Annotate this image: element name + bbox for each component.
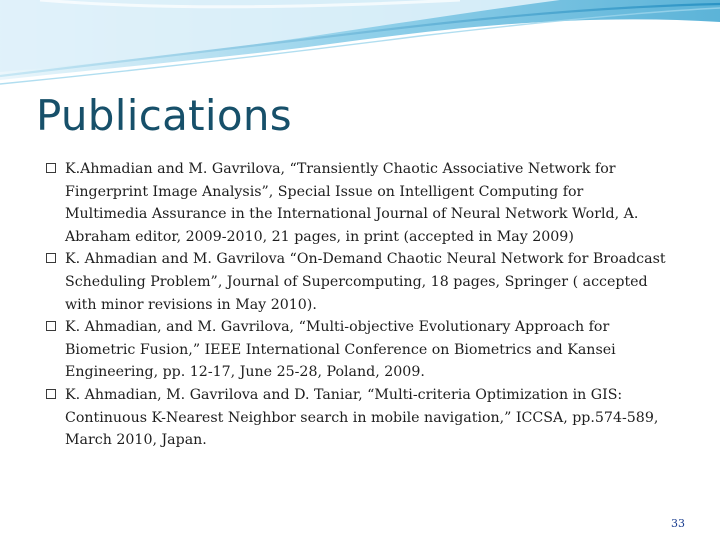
publication-list [46, 158, 666, 452]
square-bullet-icon [46, 389, 56, 399]
publication-item [46, 248, 666, 316]
publication-item [46, 384, 666, 452]
publication-text: K. Ahmadian and M. Gavrilova “On-Demand Chaotic Neural Network for Broadcast Scheduling Problem”, Journal of Supercomputing, 18 pages, Springer ( accepted with minor revisions in May 2010). [65, 251, 666, 313]
page-number: 33 [671, 517, 685, 530]
square-bullet-icon [46, 163, 56, 173]
slide-title: Publications [36, 91, 292, 140]
square-bullet-icon [46, 321, 56, 331]
publication-item [46, 158, 666, 248]
publication-text: K. Ahmadian, M. Gavrilova and D. Taniar, “Multi-criteria Optimization in GIS: Continuous K-Nearest Neighbor search in mobile navigation,” ICCSA, pp.574-589, March 2010, Japan. [65, 386, 659, 449]
publication-text: K.Ahmadian and M. Gavrilova, “Transiently Chaotic Associative Network for Fingerprint Image Analysis”, Special Issue on Intelligent Computing for Multimedia Assurance in the International Journal of Neural Network World, A. Abraham editor, 2009-2010, 21 pages, in print (accepted in May 2009) [65, 161, 639, 245]
publication-item [46, 316, 666, 384]
publication-text: K. Ahmadian, and M. Gavrilova, “Multi-objective Evolutionary Approach for Biometric Fusion,” IEEE International Conference on Biometrics and Kansei Engineering, pp. 12-17, June 25-28, Poland, 2009. [65, 319, 616, 381]
square-bullet-icon [46, 253, 56, 263]
header-wave-decoration [0, 0, 720, 90]
